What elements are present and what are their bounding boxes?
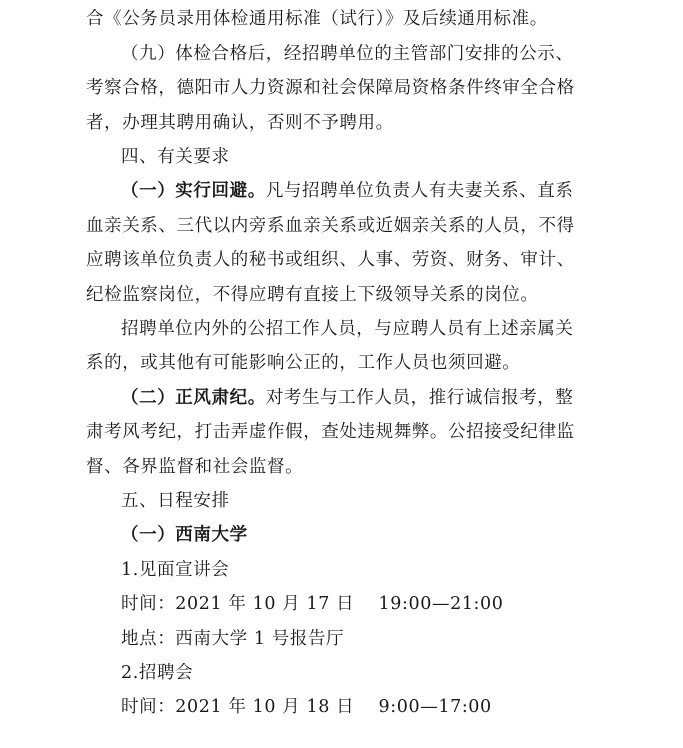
line-text: 考察合格，德阳市人力资源和社会保障局资格条件终审全合格 (86, 78, 575, 98)
schedule-location (121, 622, 683, 656)
paragraph-line (86, 346, 683, 380)
paragraph-line (121, 37, 683, 71)
paragraph-line (86, 415, 683, 449)
heading-text: 五、日程安排 (121, 491, 230, 511)
paragraph-line (121, 381, 683, 415)
paragraph-line (86, 71, 683, 105)
line-text: 招聘单位内外的公招工作人员，与应聘人员有上述亲属关 (121, 319, 574, 339)
line-text: 2.招聘会 (121, 663, 194, 683)
line-text: 地点：西南大学 1 号报告厅 (121, 629, 345, 649)
paragraph-line (121, 174, 683, 208)
line-text: 肃考风考纪，打击弄虚作假，查处违规舞弊。公招接受纪律监 (86, 422, 575, 442)
line-text: 凡与招聘单位负责人有夫妻关系、直系 (265, 181, 574, 201)
schedule-time (121, 587, 683, 621)
paragraph-line (86, 450, 683, 484)
subsection-label: （二）正风肃纪。 (121, 388, 266, 408)
line-text: 系的，或其他有可能影响公正的，工作人员也须回避。 (86, 353, 521, 373)
subsection-label: （一）实行回避。 (121, 181, 266, 201)
line-text: 1.见面宣讲会 (121, 560, 230, 580)
paragraph-line (86, 2, 683, 36)
subsection-label: （一）西南大学 (121, 525, 248, 545)
section-heading (121, 484, 683, 518)
line-text: 者，办理其聘用确认，否则不予聘用。 (86, 113, 394, 133)
line-text: 对考生与工作人员，推行诚信报考，整 (265, 388, 574, 408)
section-heading (121, 140, 683, 174)
paragraph-line (86, 243, 683, 277)
line-text: 合《公务员录用体检通用标准（试行）》及后续通用标准。 (86, 9, 548, 29)
line-text: 时间：2021 年 10 月 18 日 9:00—17:00 (121, 697, 492, 717)
list-item (121, 553, 683, 587)
paragraph-line (86, 106, 683, 140)
schedule-time (121, 690, 683, 724)
line-text: 纪检监察岗位，不得应聘有直接上下级领导关系的岗位。 (86, 285, 539, 305)
paragraph-line (121, 312, 683, 346)
line-text: 时间：2021 年 10 月 17 日 19:00—21:00 (121, 594, 504, 614)
list-item (121, 656, 683, 690)
line-text: 应聘该单位负责人的秘书或组织、人事、劳资、财务、审计、 (86, 250, 575, 270)
paragraph-line (86, 209, 683, 243)
line-text: 血亲关系、三代以内旁系血亲关系或近姻亲关系的人员，不得 (86, 216, 575, 236)
paragraph-line (86, 278, 683, 312)
heading-text: 四、有关要求 (121, 147, 230, 167)
line-text: 督、各界监督和社会监督。 (86, 457, 304, 477)
line-text: （九）体检合格后，经招聘单位的主管部门安排的公示、 (121, 44, 574, 64)
subsection-heading (121, 518, 683, 552)
